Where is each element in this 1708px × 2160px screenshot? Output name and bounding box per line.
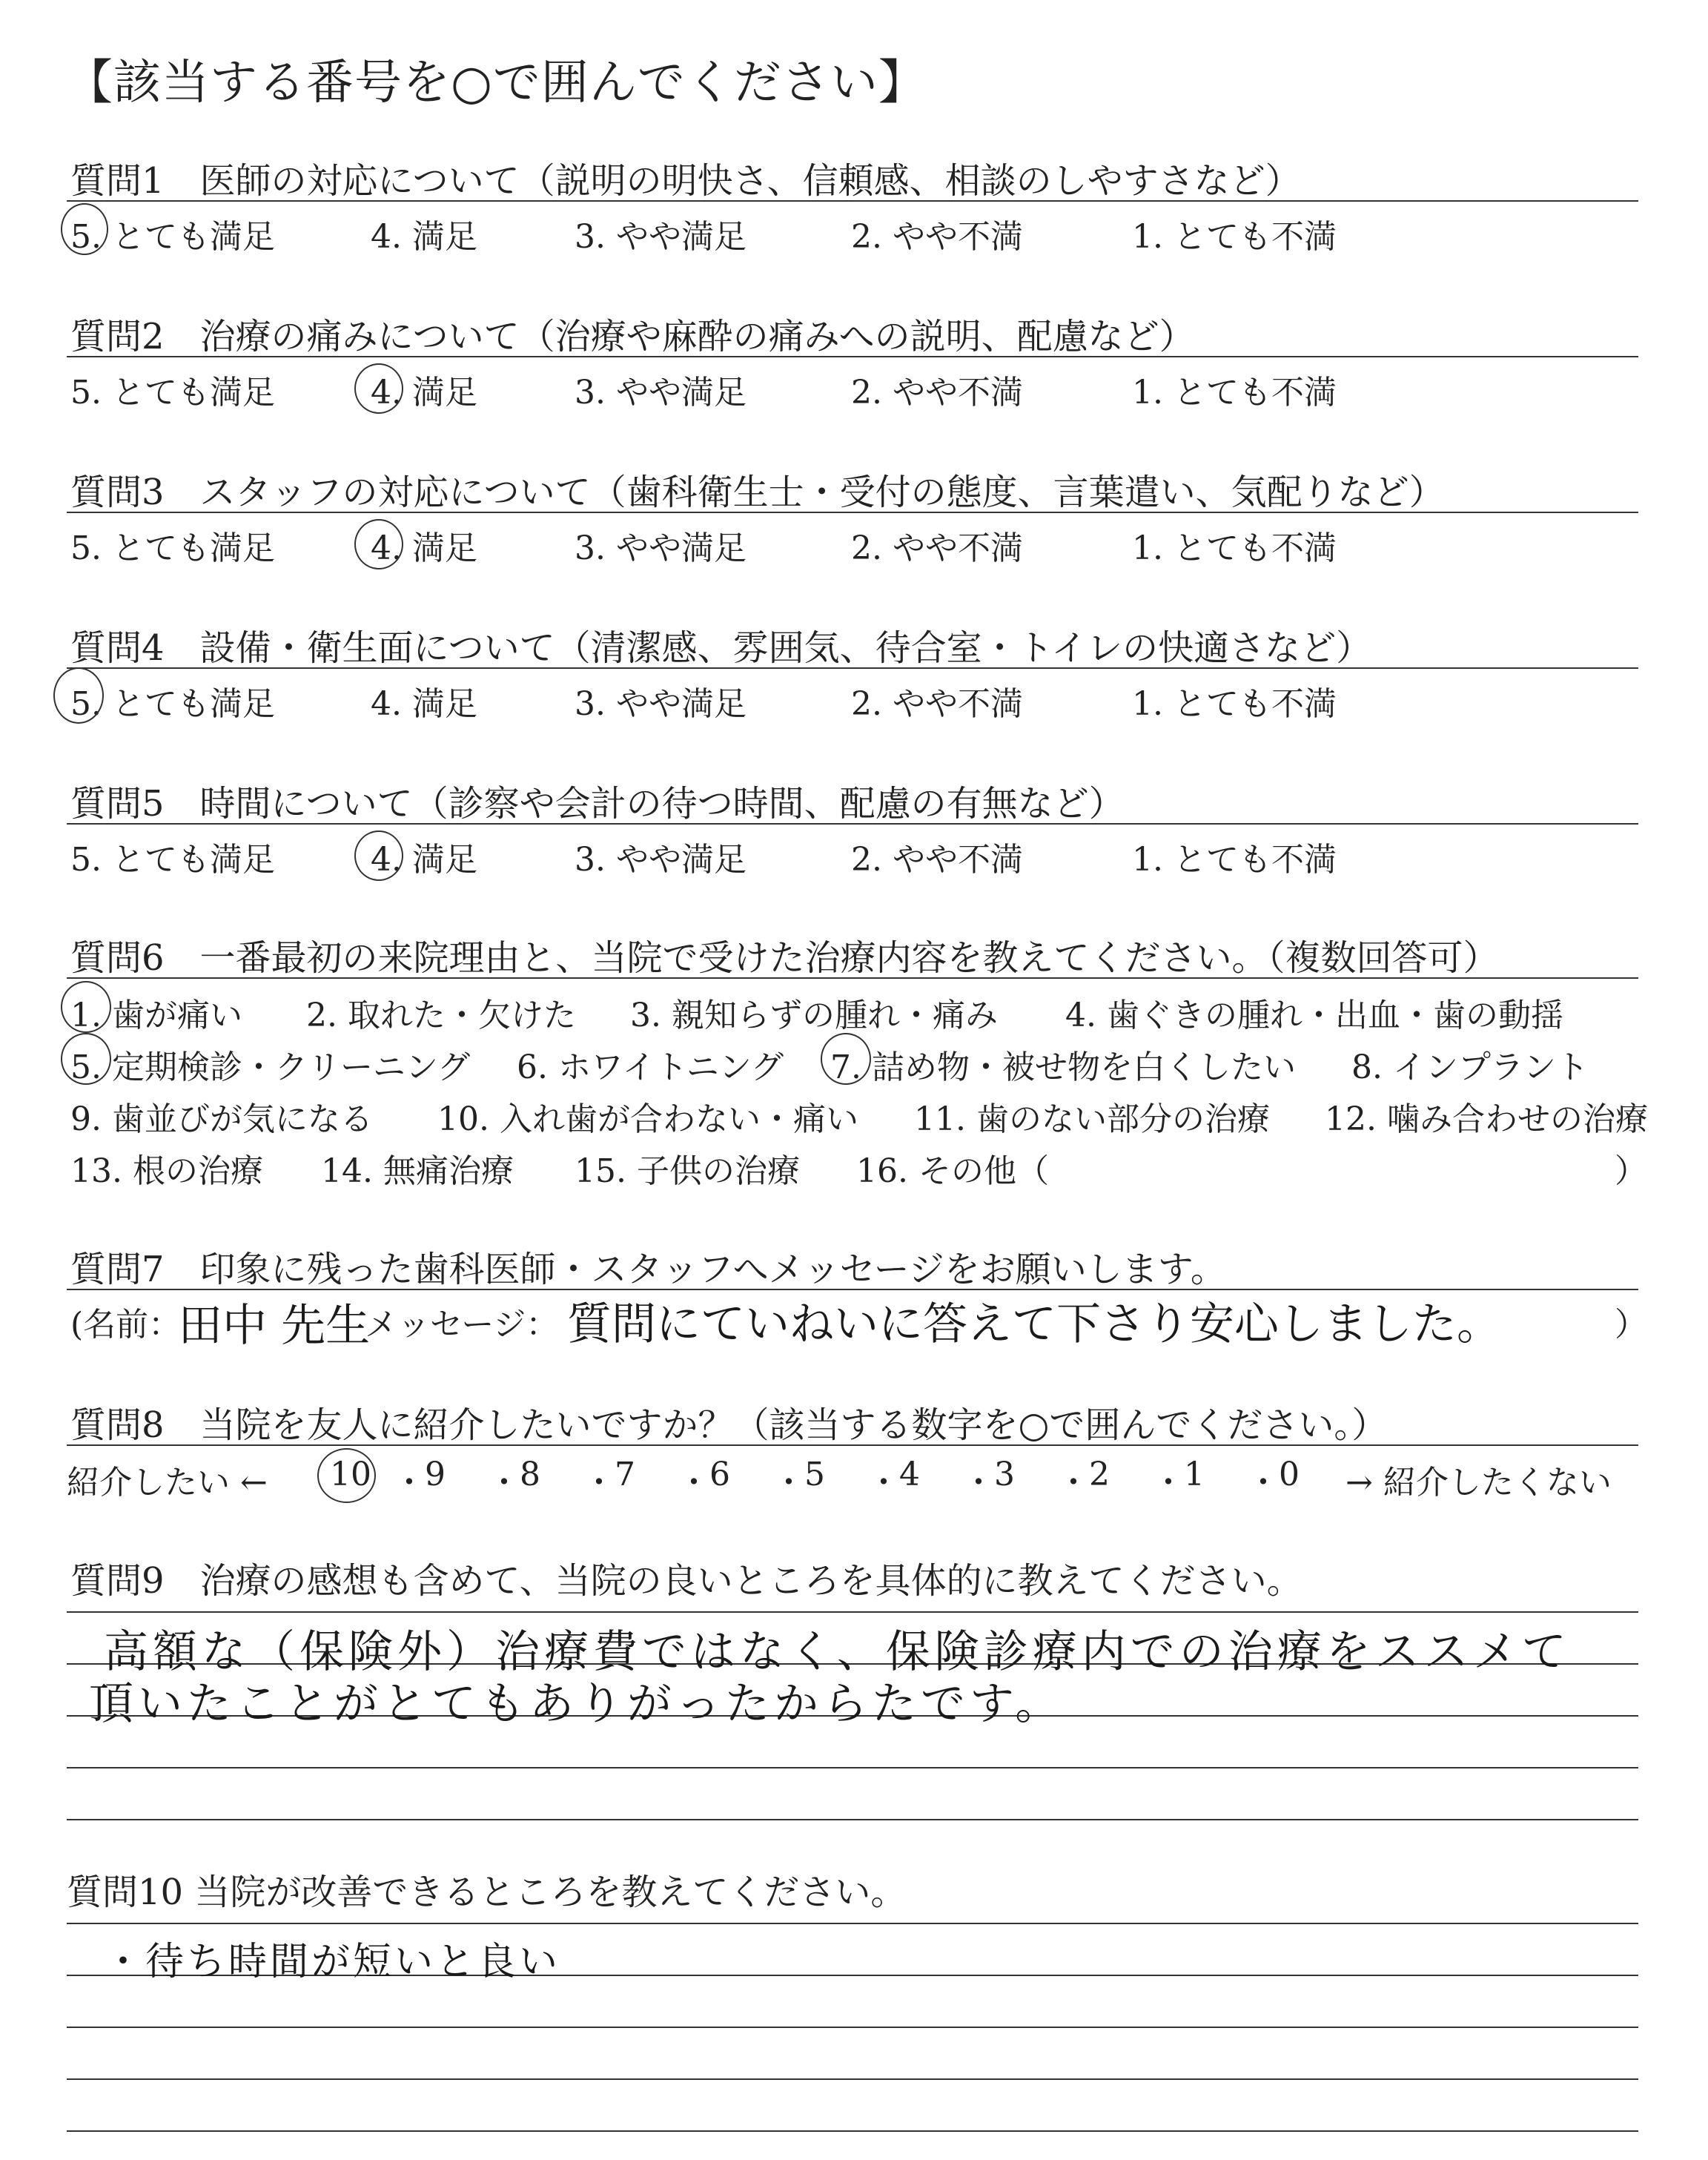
q6-option-10[interactable]: 10. 入れ歯が合わない・痛い — [437, 1100, 858, 1138]
q8-separator-dot: ・ — [962, 1464, 995, 1502]
q6-option-16[interactable]: 16. その他（ — [856, 1152, 1049, 1190]
q9-answer-line-2[interactable]: 頂いたことがとてもありがったからたです。 — [89, 1678, 1065, 1730]
q1-label: 質問1 医師の対応について（説明の明快さ、信頼感、相談のしやすさなど） — [70, 160, 1301, 202]
q4-option-2[interactable]: 2. やや不満 — [851, 685, 1023, 723]
q8-number-6[interactable]: 6 — [709, 1456, 730, 1493]
q8-number-3[interactable]: 3 — [994, 1456, 1015, 1493]
q10-rule-1 — [67, 1923, 1638, 1924]
q3-option-5[interactable]: 5. とても満足 — [70, 529, 275, 567]
q4-option-3[interactable]: 3. やや満足 — [575, 685, 747, 723]
q8-number-9[interactable]: 9 — [425, 1456, 446, 1493]
q2-option-5[interactable]: 5. とても満足 — [70, 374, 275, 412]
q4-rule — [67, 667, 1638, 669]
q8-separator-dot: ・ — [1152, 1464, 1185, 1502]
q3-option-3[interactable]: 3. やや満足 — [575, 529, 747, 567]
q7-close-paren: ） — [1615, 1306, 1647, 1344]
q6-option-7[interactable]: 7. 詰め物・被せ物を白くしたい — [830, 1048, 1296, 1086]
q10-rule-5 — [67, 2130, 1638, 2132]
q8-number-1[interactable]: 1 — [1184, 1456, 1205, 1493]
q8-separator-dot: ・ — [1247, 1464, 1280, 1502]
q7-message-field[interactable]: 質問にていねいに答えて下さり安心しました。 — [567, 1298, 1501, 1350]
q9-rule-5 — [67, 1819, 1638, 1820]
page-title: 【該当する番号を○で囲んでください】 — [65, 56, 927, 110]
q2-option-4[interactable]: 4. 満足 — [371, 374, 477, 412]
q1-option-4[interactable]: 4. 満足 — [371, 218, 477, 256]
q5-option-1[interactable]: 1. とても不満 — [1132, 841, 1337, 879]
q8-separator-dot: ・ — [678, 1464, 710, 1502]
q10-answer-line-1[interactable]: ・待ち時間が短いと良い — [104, 1940, 561, 1984]
q4-option-4[interactable]: 4. 満足 — [371, 685, 477, 723]
q8-separator-dot: ・ — [488, 1464, 520, 1502]
q7-message-prefix: メッセージ： — [365, 1306, 559, 1344]
q4-option-5[interactable]: 5. とても満足 — [70, 685, 275, 723]
q2-rule — [67, 356, 1638, 357]
q6-option-11[interactable]: 11. 歯のない部分の治療 — [914, 1100, 1270, 1138]
q4-selection-circle — [53, 667, 104, 724]
q8-number-4[interactable]: 4 — [899, 1456, 920, 1493]
q6-option-3[interactable]: 3. 親知らずの腫れ・痛み — [630, 997, 998, 1034]
q8-right-label: → 紹介したくない — [1345, 1464, 1612, 1502]
q8-left-label: 紹介したい ← — [67, 1464, 268, 1502]
q8-separator-dot: ・ — [393, 1464, 426, 1502]
q6-close-paren: ） — [1615, 1152, 1647, 1190]
q1-option-1[interactable]: 1. とても不満 — [1132, 218, 1337, 256]
q8-number-0[interactable]: 0 — [1279, 1456, 1300, 1493]
q6-option-4[interactable]: 4. 歯ぐきの腫れ・出血・歯の動揺 — [1065, 997, 1563, 1034]
q6-selection-circle-7 — [821, 1033, 871, 1085]
q2-option-3[interactable]: 3. やや満足 — [575, 374, 747, 412]
q8-number-2[interactable]: 2 — [1089, 1456, 1110, 1493]
q8-label: 質問8 当院を友人に紹介したいですか？（該当する数字を○で囲んでください。） — [70, 1404, 1388, 1446]
q6-option-9[interactable]: 9. 歯並びが気になる — [70, 1100, 373, 1138]
q6-rule — [67, 977, 1638, 979]
q1-rule — [67, 200, 1638, 202]
q8-separator-dot: ・ — [772, 1464, 805, 1502]
q6-option-8[interactable]: 8. インプラント — [1351, 1048, 1589, 1086]
q8-selection-circle — [317, 1448, 376, 1503]
q2-option-1[interactable]: 1. とても不満 — [1132, 374, 1337, 412]
q3-rule — [67, 512, 1638, 513]
q8-separator-dot: ・ — [583, 1464, 615, 1502]
q8-separator-dot: ・ — [867, 1464, 900, 1502]
q6-selection-circle-1 — [61, 981, 111, 1033]
q3-option-2[interactable]: 2. やや不満 — [851, 529, 1023, 567]
q6-option-1[interactable]: 1. 歯が痛い — [70, 997, 242, 1034]
q6-option-5[interactable]: 5. 定期検診・クリーニング — [70, 1048, 471, 1086]
q1-option-5[interactable]: 5. とても満足 — [70, 218, 275, 256]
q1-selection-circle — [61, 203, 108, 255]
q10-rule-3 — [67, 2027, 1638, 2028]
q5-label: 質問5 時間について（診察や会計の待つ時間、配慮の有無など） — [70, 783, 1125, 825]
q1-option-3[interactable]: 3. やや満足 — [575, 218, 747, 256]
q6-option-15[interactable]: 15. 子供の治療 — [575, 1152, 800, 1190]
q8-number-5[interactable]: 5 — [804, 1456, 825, 1493]
q9-rule-1 — [67, 1611, 1638, 1613]
q7-label: 質問7 印象に残った歯科医師・スタッフへメッセージをお願いします。 — [70, 1249, 1226, 1290]
q2-label: 質問2 治療の痛みについて（治療や麻酔の痛みへの説明、配慮など） — [70, 316, 1195, 357]
q3-selection-circle — [354, 519, 403, 569]
q6-option-12[interactable]: 12. 噛み合わせの治療 — [1325, 1100, 1648, 1138]
q6-option-13[interactable]: 13. 根の治療 — [70, 1152, 263, 1190]
q6-label: 質問6 一番最初の来院理由と、当院で受けた治療内容を教えてください。（複数回答可） — [70, 937, 1499, 979]
q4-label: 質問4 設備・衛生面について（清潔感、雰囲気、待合室・トイレの快適さなど） — [70, 627, 1372, 669]
q5-option-2[interactable]: 2. やや不満 — [851, 841, 1023, 879]
q8-number-7[interactable]: 7 — [615, 1456, 635, 1493]
q10-label: 質問10 当院が改善できるところを教えてください。 — [67, 1872, 907, 1913]
q9-answer-line-1[interactable]: 高額な（保険外）治療費ではなく、保険診療内での治療をススメて — [104, 1626, 1571, 1678]
q6-option-6[interactable]: 6. ホワイトニング — [517, 1048, 784, 1086]
q8-number-10[interactable]: 10 — [330, 1456, 371, 1493]
q5-option-4[interactable]: 4. 満足 — [371, 841, 477, 879]
q5-option-5[interactable]: 5. とても満足 — [70, 841, 275, 879]
q8-separator-dot: ・ — [1057, 1464, 1090, 1502]
q7-name-field[interactable]: 田中 先生 — [178, 1300, 371, 1352]
q10-rule-4 — [67, 2078, 1638, 2080]
q6-option-14[interactable]: 14. 無痛治療 — [321, 1152, 514, 1190]
q7-name-prefix: (名前： — [70, 1306, 182, 1344]
q9-rule-4 — [67, 1767, 1638, 1768]
q8-number-8[interactable]: 8 — [520, 1456, 540, 1493]
q2-selection-circle — [354, 363, 403, 414]
q5-selection-circle — [354, 830, 403, 881]
q3-option-4[interactable]: 4. 満足 — [371, 529, 477, 567]
q6-option-2[interactable]: 2. 取れた・欠けた — [306, 997, 576, 1034]
q3-label: 質問3 スタッフの対応について（歯科衛生士・受付の態度、言葉遣い、気配りなど） — [70, 472, 1445, 513]
q2-option-2[interactable]: 2. やや不満 — [851, 374, 1023, 412]
q6-selection-circle-5 — [61, 1033, 111, 1085]
q1-option-2[interactable]: 2. やや不満 — [851, 218, 1023, 256]
q5-option-3[interactable]: 3. やや満足 — [575, 841, 747, 879]
q4-option-1[interactable]: 1. とても不満 — [1132, 685, 1337, 723]
q9-label: 質問9 治療の感想も含めて、当院の良いところを具体的に教えてください。 — [70, 1560, 1302, 1602]
q5-rule — [67, 823, 1638, 825]
q8-rule — [67, 1444, 1638, 1446]
q3-option-1[interactable]: 1. とても不満 — [1132, 529, 1337, 567]
